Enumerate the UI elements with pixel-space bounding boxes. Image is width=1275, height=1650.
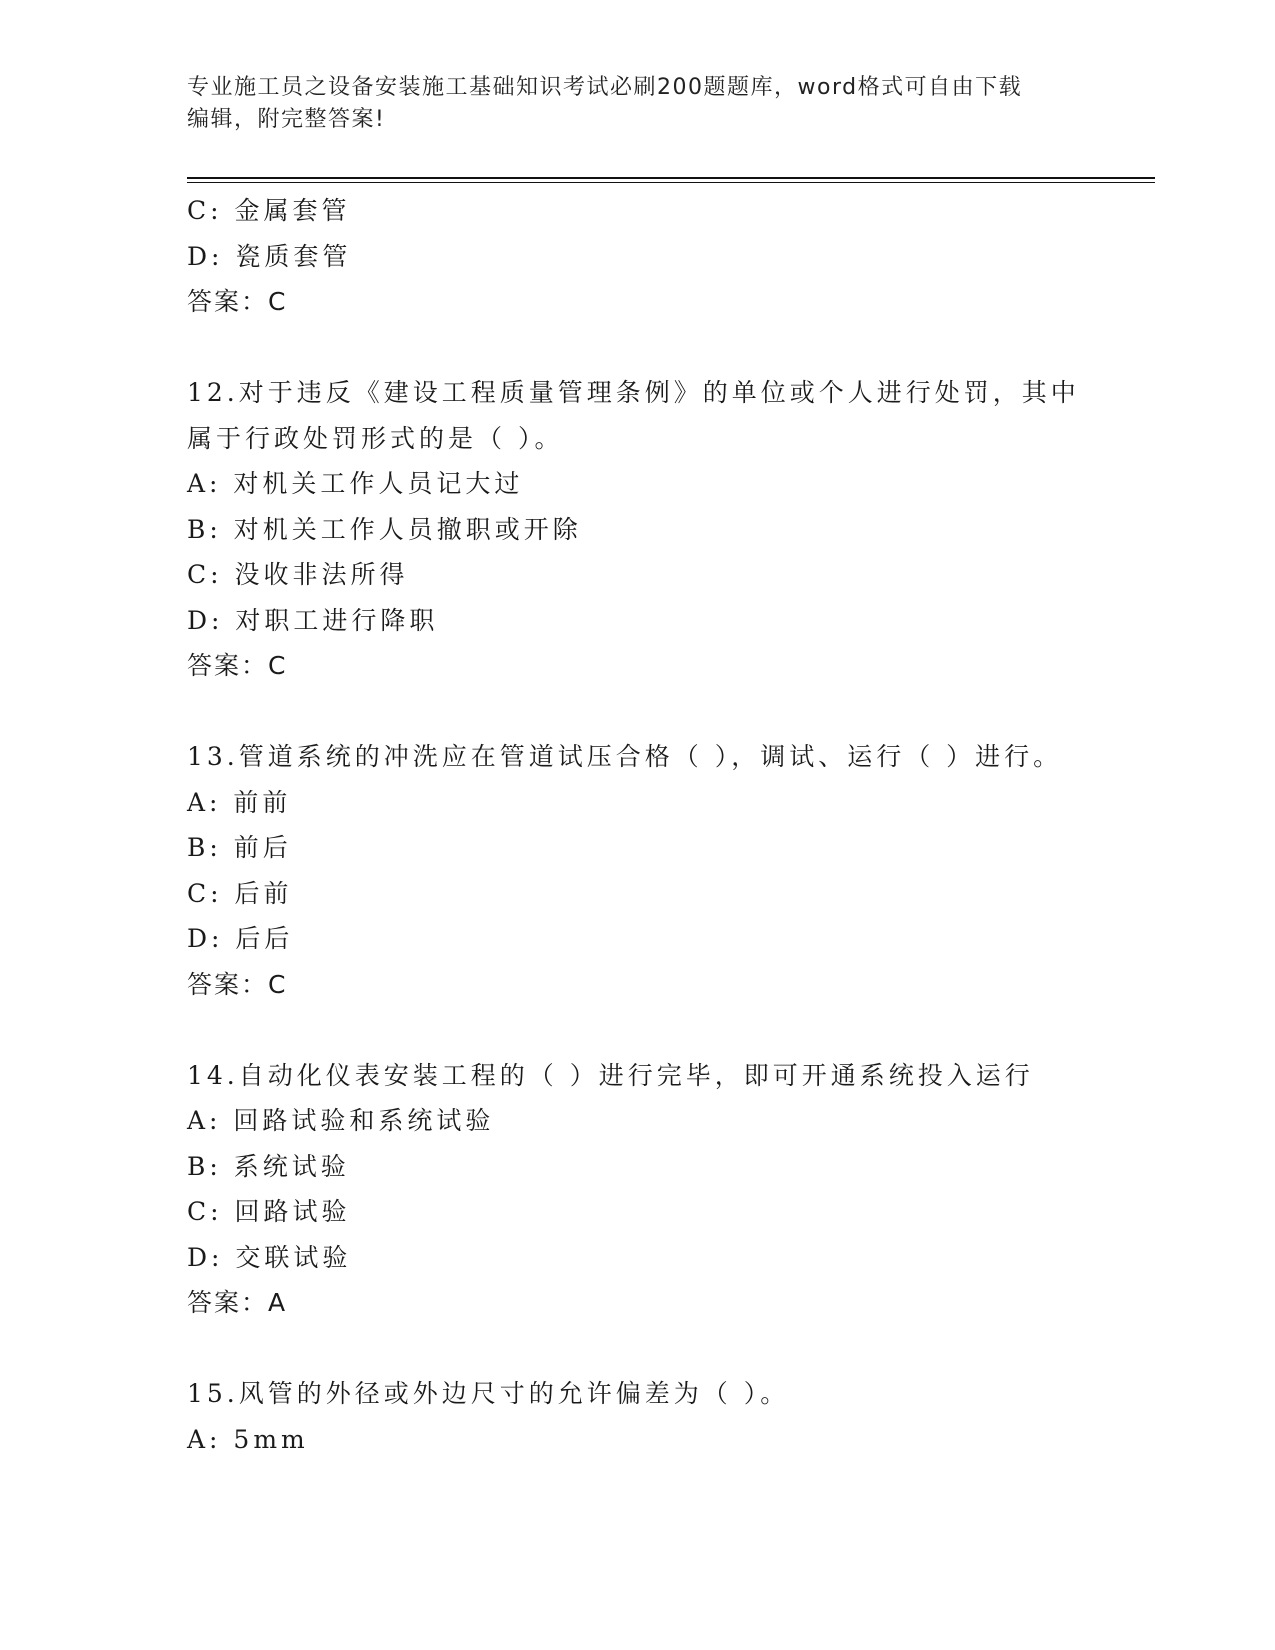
question-14 [187,1053,1087,1326]
header-title-line-2: 编辑，附完整答案! [187,107,386,132]
spacer [187,1326,1087,1372]
option-b: B: 前后 [187,833,292,862]
question-12 [187,370,1087,689]
question-11-tail [187,188,1087,325]
spacer [187,325,1087,371]
option-d: D: 后后 [187,924,294,953]
option-c: C: 金属套管 [187,196,351,225]
question-13 [187,734,1087,1007]
option-a: A: 回路试验和系统试验 [187,1106,495,1135]
question-15 [187,1371,1087,1462]
question-stem: 13.管道系统的冲洗应在管道试压合格（ ），调试、运行（ ）进行。 [187,742,1063,771]
header-rule-thin [187,182,1155,183]
question-list [187,188,1087,1462]
spacer [187,1007,1087,1053]
question-stem: 15.风管的外径或外边尺寸的允许偏差为（ ）。 [187,1379,790,1408]
spacer [187,689,1087,735]
option-a: A: 对机关工作人员记大过 [187,469,524,498]
document-header [187,72,1067,136]
answer-line: 答案：C [187,287,288,316]
option-a: A: 前前 [187,787,292,817]
option-c: C: 没收非法所得 [187,560,409,589]
option-b: B: 对机关工作人员撤职或开除 [187,514,582,544]
header-title-line-1: 专业施工员之设备安装施工基础知识考试必刷200题题库，word格式可自由下载 [187,75,1023,100]
option-d: D: 瓷质套管 [187,241,352,271]
option-c: C: 回路试验 [187,1197,351,1226]
option-d: D: 交联试验 [187,1242,352,1272]
header-rule-thick [187,177,1155,179]
question-stem: 14.自动化仪表安装工程的（ ）进行完毕，即可开通系统投入运行 [187,1060,1034,1090]
option-d: D: 对职工进行降职 [187,605,439,635]
question-stem: 12.对于违反《建设工程质量管理条例》的单位或个人进行处罚，其中 [187,378,1080,407]
answer-line: 答案：A [187,1288,288,1317]
answer-line: 答案：C [187,969,288,999]
question-stem-continued: 属于行政处罚形式的是（ ）。 [187,423,564,453]
option-c: C: 后前 [187,878,293,908]
option-b: B: 系统试验 [187,1151,350,1181]
option-a: A: 5mm [187,1424,309,1454]
answer-line: 答案：C [187,651,288,680]
